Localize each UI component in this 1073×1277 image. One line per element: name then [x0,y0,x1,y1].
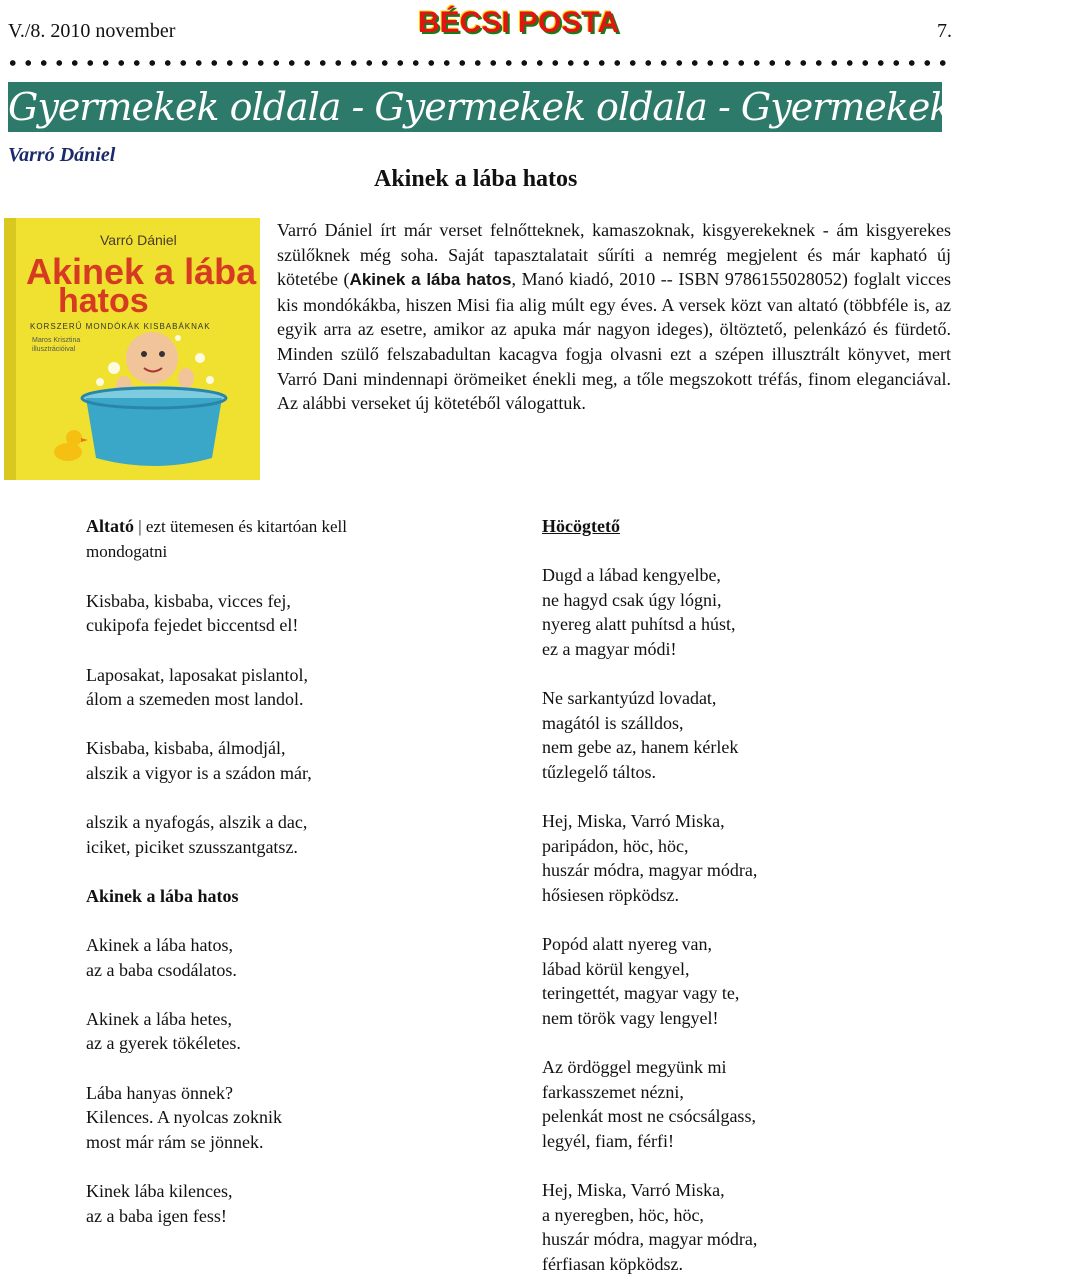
intro-paragraph [277,218,951,416]
poem-line: Popód alatt nyereg van, [542,934,712,955]
poem-line: Akinek a lába hetes, [86,1008,232,1029]
poem-line: Dugd a lábad kengyelbe, [542,565,721,586]
left-poem-column [86,514,506,1228]
cover-illustrator: Maros Krisztina illusztrációival [32,337,81,353]
article-title: Akinek a lába hatos [374,166,578,192]
poem-line: iciket, piciket szusszantgatsz. [86,836,298,857]
altato-note-separator: | [134,517,146,536]
poem-line: Kisbaba, kisbaba, álmodjál, [86,738,286,759]
article-author: Varró Dániel [8,144,116,166]
section-banner: Gyermekek oldala - Gyermekek oldala - Gyermekek oldala [8,82,942,132]
poem-line: Lába hanyas önnek? [86,1082,233,1103]
poem-line: Kinek lába kilences, [86,1181,233,1202]
poem-line: férfiasan köpködsz. [542,1253,683,1274]
poem-line: az a baba igen fess! [86,1205,227,1226]
intro-text-1: Varró Dániel írt már verset felnőtteknek, kamaszoknak, kisgyerekeknek - ám kisgyerekes szülőknek még soha. Saját tapasztalatait sűríti a nemrég megjelent és már kapható új kötetébe ( [277,220,951,290]
poem-line: paripádon, höc, höc, [542,835,689,856]
cover-author: Varró Dániel [100,232,177,248]
intro-book-title: Akinek a lába hatos [349,270,512,290]
poem-line: Kilences. A nyolcas zoknik [86,1107,282,1128]
poem-line: huszár módra, magyar módra, [542,860,758,881]
poem-line: Hej, Miska, Varró Miska, [542,811,725,832]
poem-title-hocogteto: Höcögtető [542,516,620,536]
poem-line: nem gebe az, hanem kérlek [542,737,739,758]
poem-line: alszik a nyafogás, alszik a dac, [86,812,308,833]
dotted-divider [5,56,955,70]
poem-line: Kisbaba, kisbaba, vicces fej, [86,590,291,611]
page-number: 7. [937,20,952,42]
poem-line: Az ördöggel megyünk mi [542,1057,727,1078]
poem-line: Hej, Miska, Varró Miska, [542,1180,725,1201]
poem-line: ez a magyar módi! [542,638,677,659]
poem-line: most már rám se jönnek. [86,1131,264,1152]
poem-line: magától is szálldos, [542,712,684,733]
poem-line: alszik a vigyor is a szádon már, [86,762,312,783]
poem-line: nyereg alatt puhítsd a húst, [542,614,736,635]
poem-line: a nyeregben, höc, höc, [542,1204,704,1225]
altato-note: ezt ütemesen és kitartóan kell [145,517,347,536]
poem-line: álom a szemeden most landol. [86,689,304,710]
poem-line: Laposakat, laposakat pislantol, [86,664,308,685]
cover-subtitle: KORSZERŰ MONDÓKÁK KISBABÁKNAK [30,322,211,331]
poem-line: huszár módra, magyar módra, [542,1229,758,1250]
cover-title-line1: Akinek a lába [26,251,257,292]
poem-line: tűzlegelő táltos. [542,761,656,782]
poem-line: lábad körül kengyel, [542,958,690,979]
poem-line: farkasszemet nézni, [542,1081,684,1102]
poem-line: legyél, fiam, férfi! [542,1130,674,1151]
altato-note-line2: mondogatni [86,541,168,561]
poem-line: az a gyerek tökéletes. [86,1033,241,1054]
poem-line: pelenkát most ne csócsálgass, [542,1106,756,1127]
bathtub-baby-illustration [4,218,260,480]
poem-title-altato: Altató [86,516,134,536]
poem-line: teringettét, magyar vagy te, [542,983,740,1004]
poem-line: ne hagyd csak úgy lógni, [542,589,722,610]
poem-line: Akinek a lába hatos, [86,935,233,956]
poem-line: nem török vagy lengyel! [542,1007,719,1028]
poem-line: Ne sarkantyúzd lovadat, [542,688,717,709]
right-poem-column [542,514,942,1276]
poem-title-akinek: Akinek a lába hatos [86,885,239,906]
intro-text-2: , Manó kiadó, 2010 -- ISBN 9786155028052) foglalt vicces kis mondókákba, hiszen Misi fia alig múlt egy éves. A versek közt van altató (többféle is, az egyik arra az esetre, amikor az apuka már nagyon ideges), öltöztető, pelenkázó és fürdető. Minden szülő felszabadultan kacagva fogja olvasni ezt a szépen illusztrált könyvet, mert Varró Dani mindennapi örömeiket énekli meg, a tőle megszokott tréfás, finom eleganciával. Az alábbi verseket új kötetéből válogattuk. [277,269,952,414]
poem-line: cukipofa fejedet biccentsd el! [86,615,299,636]
cover-title-line2: hatos [58,282,149,320]
poem-line: az a baba csodálatos. [86,959,237,980]
poem-line: hősiesen röpködsz. [542,884,679,905]
becsi-posta-logo: BÉCSI POSTA [418,6,620,39]
book-cover-image [4,218,260,480]
issue-label: V./8. 2010 november [8,20,176,42]
